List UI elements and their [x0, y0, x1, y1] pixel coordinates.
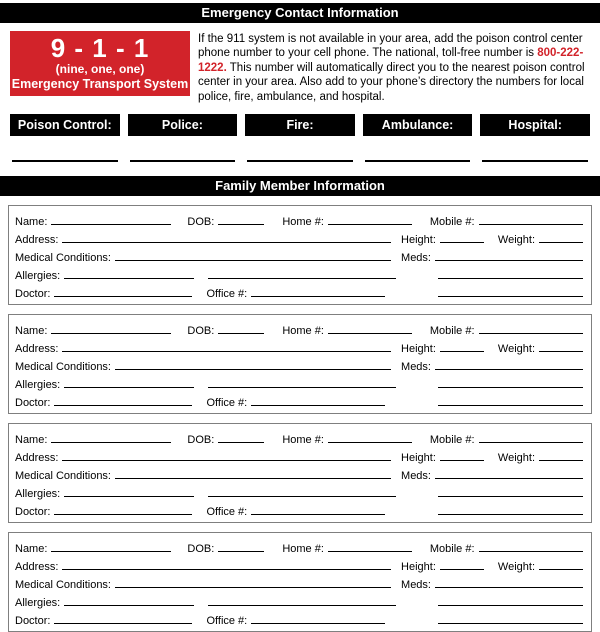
member-row-medical: [15, 355, 583, 373]
field-line-office-number: [251, 296, 385, 297]
field-label-address: Address:: [15, 452, 59, 465]
field-line-address: [62, 351, 391, 352]
field-label-office-number: Office #:: [206, 506, 248, 519]
field-line-meds-continued-2: [438, 405, 583, 406]
field-label-name: Name:: [15, 543, 48, 556]
field-label-height: Height:: [401, 452, 436, 465]
field-line-height: [440, 460, 484, 461]
member-row-allergies: [15, 373, 583, 391]
field-line-home-number: [328, 442, 412, 443]
field-label-name: Name:: [15, 434, 48, 447]
field-label-height: Height:: [401, 234, 436, 247]
section-title-emergency-contact: [0, 3, 600, 23]
contact-label-poison-control: Poison Control:: [10, 114, 120, 136]
field-line-home-number: [328, 333, 412, 334]
member-row-allergies: [15, 264, 583, 282]
field-line-allergies-continued: [208, 496, 396, 497]
field-label-medical-conditions: Medical Conditions:: [15, 579, 111, 592]
field-label-mobile-number: Mobile #:: [429, 325, 475, 338]
field-label-allergies: Allergies:: [15, 379, 61, 392]
field-line-meds-continued: [438, 278, 583, 279]
field-label-allergies: Allergies:: [15, 270, 61, 283]
field-line-name: [51, 442, 171, 443]
field-label-dob: DOB:: [187, 434, 215, 447]
contact-write-line-hospital: [482, 136, 588, 162]
contact-column-poison-control: [10, 114, 120, 162]
field-line-meds: [435, 478, 583, 479]
field-line-address: [62, 242, 391, 243]
field-line-dob: [218, 333, 264, 334]
poison-note-text-after: This number will automatically direct you to the nearest poison control center in your area. Also add to your phone’s directory the numbers for local police, fire, ambulance, and hospital.: [198, 61, 585, 103]
field-line-doctor: [54, 405, 192, 406]
member-row-address: [15, 446, 583, 464]
contact-write-line-police: [130, 136, 236, 162]
field-line-mobile-number: [479, 333, 583, 334]
field-line-allergies: [64, 278, 194, 279]
field-label-meds: Meds:: [401, 252, 431, 265]
field-line-medical-conditions: [115, 478, 391, 479]
field-line-home-number: [328, 551, 412, 552]
field-line-medical-conditions: [115, 587, 391, 588]
emergency-contact-form-page: [0, 3, 600, 626]
family-member-block: [8, 532, 592, 632]
field-line-doctor: [54, 623, 192, 624]
field-line-home-number: [328, 224, 412, 225]
member-row-allergies: [15, 482, 583, 500]
field-label-address: Address:: [15, 343, 59, 356]
field-label-weight: Weight:: [497, 452, 535, 465]
member-row-identity: [15, 319, 583, 337]
field-label-meds: Meds:: [401, 361, 431, 374]
member-row-identity: [15, 210, 583, 228]
field-line-mobile-number: [479, 442, 583, 443]
field-label-office-number: Office #:: [206, 397, 248, 410]
field-label-medical-conditions: Medical Conditions:: [15, 470, 111, 483]
family-member-block: [8, 314, 592, 414]
field-line-doctor: [54, 514, 192, 515]
field-line-height: [440, 351, 484, 352]
field-line-weight: [539, 351, 583, 352]
field-line-weight: [539, 460, 583, 461]
field-label-mobile-number: Mobile #:: [429, 216, 475, 229]
member-row-identity: [15, 537, 583, 555]
field-label-office-number: Office #:: [206, 288, 248, 301]
field-line-dob: [218, 442, 264, 443]
field-label-doctor: Doctor:: [15, 506, 51, 519]
family-member-block: [8, 205, 592, 305]
member-row-doctor: [15, 609, 583, 627]
member-row-address: [15, 337, 583, 355]
field-line-meds: [435, 369, 583, 370]
member-row-medical: [15, 573, 583, 591]
contact-write-line-ambulance: [365, 136, 471, 162]
field-line-allergies-continued: [208, 605, 396, 606]
field-label-dob: DOB:: [187, 543, 215, 556]
member-row-address: [15, 228, 583, 246]
badge-911-phonetic: (nine, one, one): [55, 62, 145, 77]
field-label-weight: Weight:: [497, 234, 535, 247]
field-line-allergies-continued: [208, 278, 396, 279]
field-label-medical-conditions: Medical Conditions:: [15, 252, 111, 265]
poison-phone-number: 800-222-1222.: [198, 47, 584, 74]
poison-control-note: [198, 31, 590, 104]
field-line-mobile-number: [479, 551, 583, 552]
field-line-address: [62, 569, 391, 570]
field-label-meds: Meds:: [401, 470, 431, 483]
field-line-allergies: [64, 387, 194, 388]
field-label-allergies: Allergies:: [15, 488, 61, 501]
field-line-meds-continued-2: [438, 296, 583, 297]
field-line-name: [51, 224, 171, 225]
field-line-name: [51, 333, 171, 334]
field-label-medical-conditions: Medical Conditions:: [15, 361, 111, 374]
contact-column-police: [128, 114, 238, 162]
field-label-doctor: Doctor:: [15, 397, 51, 410]
field-line-meds-continued-2: [438, 514, 583, 515]
field-line-meds: [435, 260, 583, 261]
field-line-height: [440, 242, 484, 243]
field-line-office-number: [251, 514, 385, 515]
field-line-height: [440, 569, 484, 570]
field-label-address: Address:: [15, 561, 59, 574]
field-label-weight: Weight:: [497, 561, 535, 574]
emergency-numbers-row: [10, 114, 590, 162]
field-label-office-number: Office #:: [206, 615, 248, 628]
member-row-address: [15, 555, 583, 573]
field-line-allergies: [64, 605, 194, 606]
field-line-name: [51, 551, 171, 552]
field-label-doctor: Doctor:: [15, 288, 51, 301]
field-label-weight: Weight:: [497, 343, 535, 356]
member-row-doctor: [15, 391, 583, 409]
field-line-medical-conditions: [115, 369, 391, 370]
field-label-height: Height:: [401, 561, 436, 574]
field-label-name: Name:: [15, 216, 48, 229]
contact-label-hospital: Hospital:: [480, 114, 590, 136]
field-label-home-number: Home #:: [282, 216, 324, 229]
field-line-meds-continued: [438, 496, 583, 497]
member-row-medical: [15, 464, 583, 482]
field-line-weight: [539, 569, 583, 570]
field-line-dob: [218, 224, 264, 225]
family-member-list: [0, 205, 600, 632]
field-label-allergies: Allergies:: [15, 597, 61, 610]
field-label-name: Name:: [15, 325, 48, 338]
emergency-section-title-text: Emergency Contact Information: [201, 5, 399, 20]
member-row-allergies: [15, 591, 583, 609]
intro-section: [10, 31, 590, 104]
contact-write-line-fire: [247, 136, 353, 162]
member-row-medical: [15, 246, 583, 264]
field-label-meds: Meds:: [401, 579, 431, 592]
field-line-office-number: [251, 623, 385, 624]
field-line-meds: [435, 587, 583, 588]
contact-label-fire: Fire:: [245, 114, 355, 136]
contact-column-fire: [245, 114, 355, 162]
field-line-office-number: [251, 405, 385, 406]
field-line-dob: [218, 551, 264, 552]
badge-911-number: 9 - 1 - 1: [50, 33, 150, 64]
field-line-doctor: [54, 296, 192, 297]
field-line-meds-continued: [438, 387, 583, 388]
member-row-doctor: [15, 500, 583, 518]
field-label-home-number: Home #:: [282, 543, 324, 556]
field-line-allergies: [64, 496, 194, 497]
field-line-meds-continued: [438, 605, 583, 606]
field-line-weight: [539, 242, 583, 243]
field-label-address: Address:: [15, 234, 59, 247]
field-label-dob: DOB:: [187, 325, 215, 338]
poison-note-text-before: If the 911 system is not available in your area, add the poison control center phone number to your cell phone. The national, toll-free number is: [198, 33, 583, 60]
contact-column-ambulance: [363, 114, 473, 162]
field-label-home-number: Home #:: [282, 325, 324, 338]
field-label-dob: DOB:: [187, 216, 215, 229]
field-line-allergies-continued: [208, 387, 396, 388]
contact-label-police: Police:: [128, 114, 238, 136]
field-label-home-number: Home #:: [282, 434, 324, 447]
member-row-doctor: [15, 282, 583, 300]
field-line-mobile-number: [479, 224, 583, 225]
member-row-identity: [15, 428, 583, 446]
field-label-doctor: Doctor:: [15, 615, 51, 628]
contact-label-ambulance: Ambulance:: [363, 114, 473, 136]
field-label-height: Height:: [401, 343, 436, 356]
family-section-title-text: Family Member Information: [215, 178, 385, 194]
badge-911-system-label: Emergency Transport System: [11, 76, 189, 91]
contact-column-hospital: [480, 114, 590, 162]
field-label-mobile-number: Mobile #:: [429, 434, 475, 447]
field-label-mobile-number: Mobile #:: [429, 543, 475, 556]
field-line-address: [62, 460, 391, 461]
contact-write-line-poison-control: [12, 136, 118, 162]
badge-911: [10, 31, 190, 96]
section-title-family-member: [0, 176, 600, 196]
field-line-medical-conditions: [115, 260, 391, 261]
family-member-block: [8, 423, 592, 523]
field-line-meds-continued-2: [438, 623, 583, 624]
